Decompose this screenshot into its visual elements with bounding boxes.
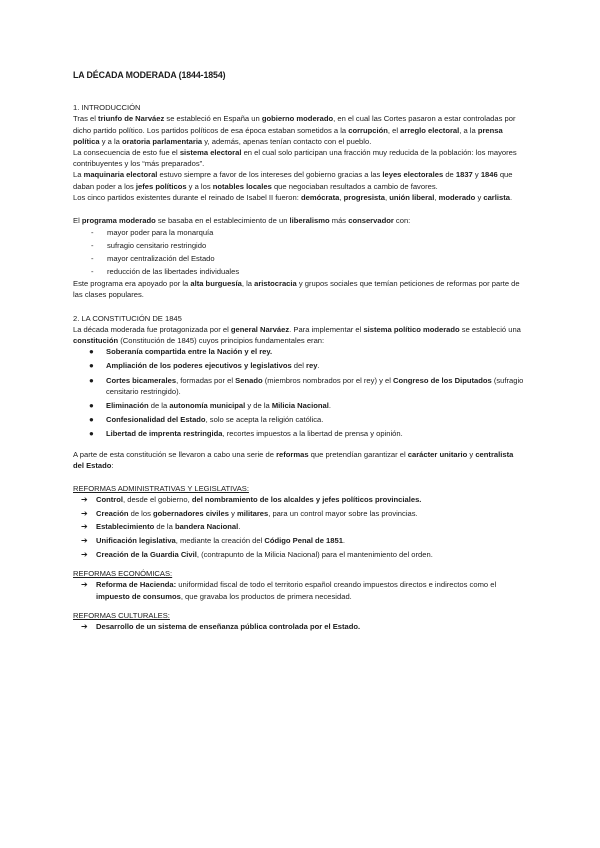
list-item: ● Soberanía compartida entre la Nación y el rey.: [89, 347, 273, 357]
list-item: ● Cortes bicamerales, formadas por el Senado (miembros nombrados por el rey) y el Congreso de los Diputados (sufragio censitario restringido).: [89, 375, 524, 396]
document-title: LA DÉCADA MODERADA (1844-1854): [73, 70, 226, 80]
list-item: ● Eliminación de la autonomía municipal y de la Milicia Nacional.: [89, 401, 331, 411]
list-item: ➔ Desarrollo de un sistema de enseñanza pública controlada por el Estado.: [81, 622, 361, 632]
paragraph: La década moderada fue protagonizada por el general Narváez. Para implementar el sistema político moderado se estableció una constitución (Constitución de 1845) cuyos principios fundamentales eran:: [73, 324, 521, 346]
list-item: - sufragio censitario restringido: [91, 241, 207, 251]
list-item: ➔ Creación de los gobernadores civiles y militares, para un control mayor sobre las provincias.: [81, 508, 418, 518]
list-item: ➔ Creación de la Guardia Civil, (contrapunto de la Milicia Nacional) para el mantenimiento del orden.: [81, 549, 433, 559]
list-item: ● Libertad de imprenta restringida, recortes impuestos a la libertad de prensa y opinión.: [89, 429, 403, 439]
list-item: - mayor poder para la monarquía: [91, 228, 214, 238]
list-item: ➔ Unificación legislativa, mediante la creación del Código Penal de 1851.: [81, 536, 346, 546]
list-item: - reducción de las libertades individuales: [91, 267, 240, 277]
document-page: [73, 70, 525, 635]
list-item: ➔ Control, desde el gobierno, del nombramiento de los alcaldes y jefes políticos provinciales.: [81, 495, 422, 505]
list-item: - mayor centralización del Estado: [91, 254, 215, 264]
list-item: ● Ampliación de los poderes ejecutivos y legislativos del rey.: [89, 361, 320, 371]
list-item: ➔ Establecimiento de la bandera Nacional.: [81, 522, 241, 532]
paragraph: El programa moderado se basaba en el establecimiento de un liberalismo más conservador con:: [73, 216, 411, 226]
paragraph: La consecuencia de esto fue el sistema electoral en el cual solo participan una fracción muy reducida de la población: los mayores contribuyentes y los “más preparados”.: [73, 148, 517, 169]
subheading-reformas-administrativas: REFORMAS ADMINISTRATIVAS Y LEGISLATIVAS:: [73, 484, 249, 494]
subheading-reformas-culturales: REFORMAS CULTURALES:: [73, 611, 170, 621]
reformas-economicas-list: [73, 579, 525, 601]
reformas-administrativas-list: [73, 494, 525, 560]
subheading-reformas-economicas: REFORMAS ECONÓMICAS:: [73, 569, 173, 579]
paragraph: Tras el triunfo de Narváez se estableció en España un gobierno moderado, en el cual las Cortes pasaron a estar controladas por dicho partido político. Los partidos políticos de esa época estaban sometidos a la corrupción, el arreglo electoral, a la prensa política y a la oratoria parlamentaria y, además, apenas tenían contacto con el pueblo.: [73, 114, 516, 146]
paragraph: A parte de esta constitución se llevaron a cabo una serie de reformas que pretendían garantizar el carácter unitario y centralista del Estado:: [73, 449, 514, 470]
paragraph: Este programa era apoyado por la alta burguesía, la aristocracia y grupos sociales que temían peticiones de reformas por parte de las clases populares.: [73, 279, 520, 300]
reformas-culturales-list: [73, 621, 525, 632]
programa-list: [73, 226, 525, 278]
principios-list: [73, 346, 525, 439]
paragraph: Los cinco partidos existentes durante el reinado de Isabel II fueron: demócrata, progresista, unión liberal, moderado y carlista.: [73, 192, 513, 202]
section-heading-introduccion: 1. INTRODUCCIÓN: [73, 103, 141, 113]
paragraph: La maquinaria electoral estuvo siempre a favor de los intereses del gobierno gracias a las leyes electorales de 1837 y 1846 que daban poder a los jefes políticos y a los notables locales que negociaban resultados a cambio de favores.: [73, 170, 513, 191]
list-item: ➔ Reforma de Hacienda: uniformidad fiscal de todo el territorio español creando impuestos directos e indirectos como el impuesto de consumos, que gravaba los productos de primera necesidad.: [81, 580, 497, 601]
list-item: ● Confesionalidad del Estado, solo se acepta la religión católica.: [89, 415, 324, 425]
section-heading-constitucion: 2. LA CONSTITUCIÓN DE 1845: [73, 313, 182, 323]
